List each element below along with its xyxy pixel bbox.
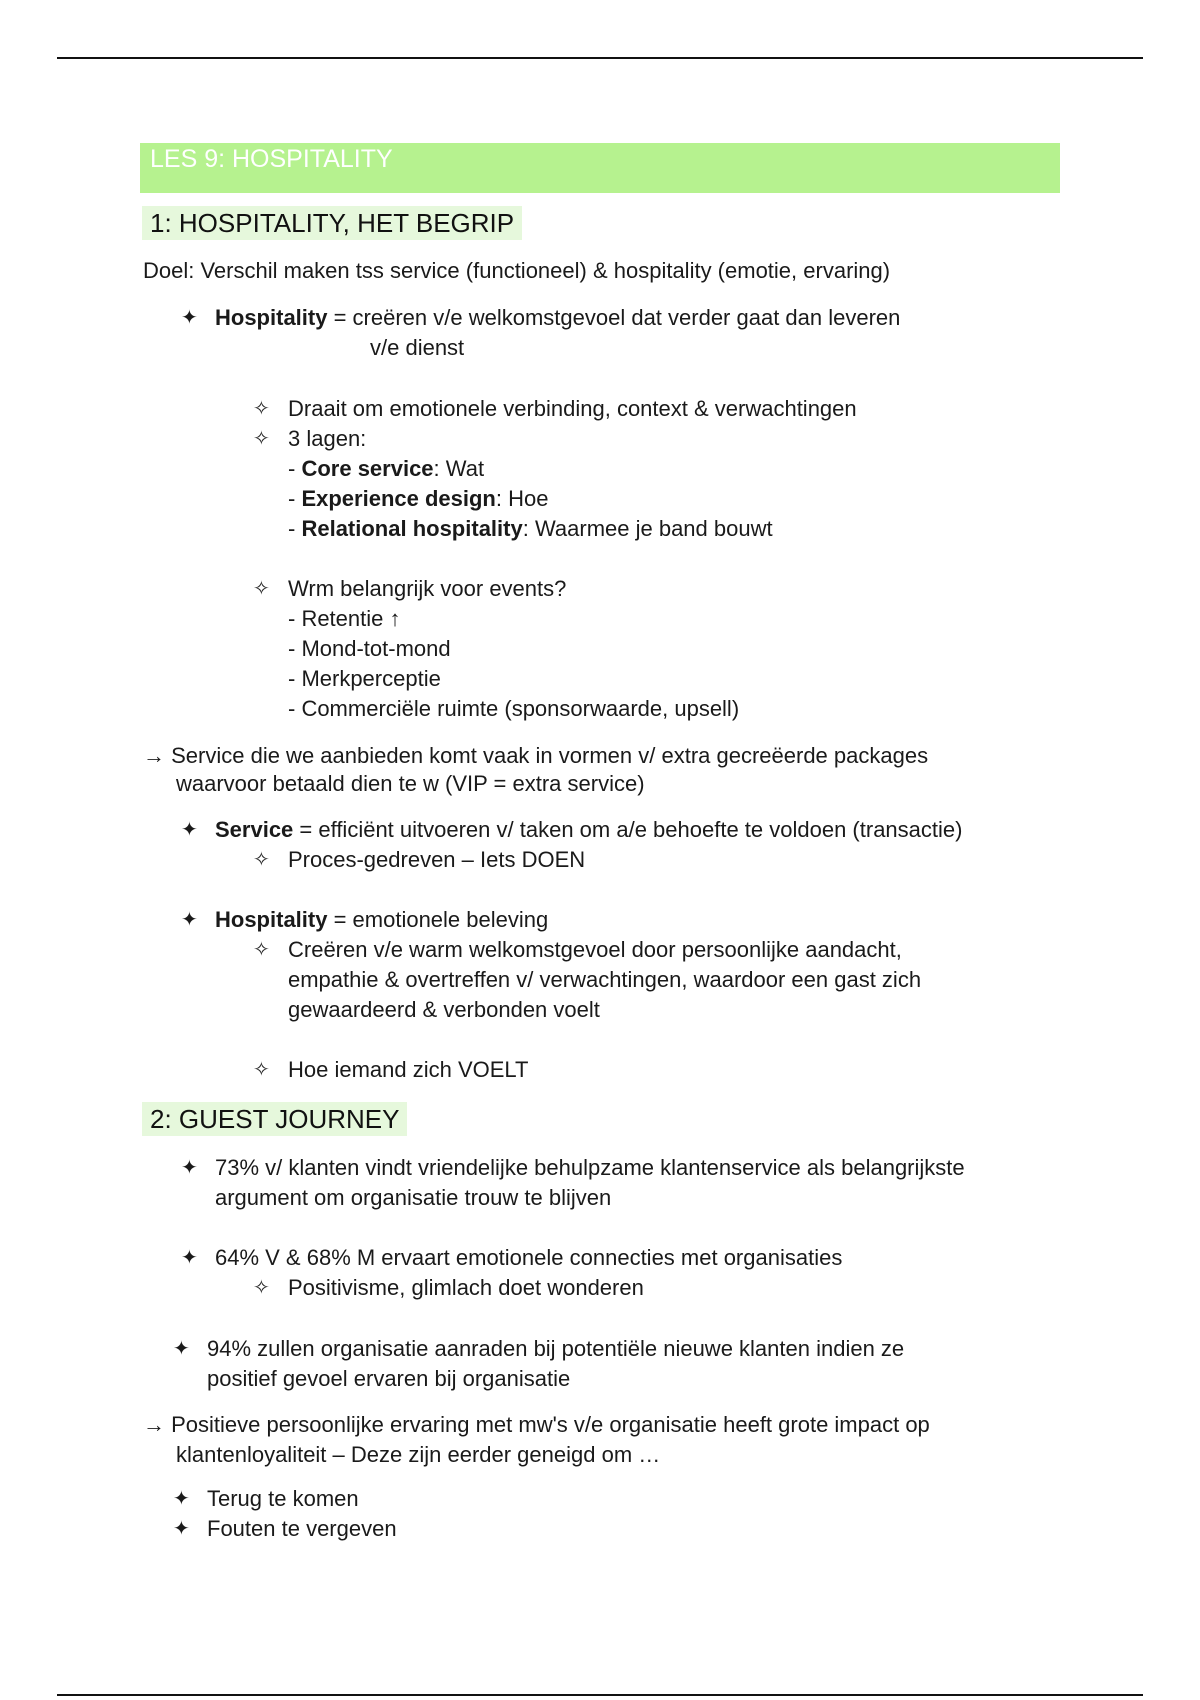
layer-item: - Experience design: Hoe bbox=[288, 486, 549, 511]
bullet-icon: ✦ bbox=[173, 1338, 190, 1360]
diamond-icon: ✧ bbox=[253, 428, 270, 450]
bullet-icon: ✦ bbox=[181, 1157, 198, 1179]
page-title: LES 9: HOSPITALITY bbox=[140, 143, 1060, 193]
sub-item: Hoe iemand zich VOELT bbox=[288, 1057, 529, 1082]
sub-item: 3 lagen: bbox=[288, 426, 367, 451]
hospitality-def-line2: v/e dienst bbox=[370, 335, 465, 360]
top-rule bbox=[57, 57, 1143, 59]
bottom-rule bbox=[57, 1694, 1143, 1696]
diamond-icon: ✧ bbox=[253, 939, 270, 961]
stat-item-line: argument om organisatie trouw te blijven bbox=[215, 1185, 612, 1210]
diamond-icon: ✧ bbox=[253, 398, 270, 420]
section-heading-1: 1: HOSPITALITY, HET BEGRIP bbox=[142, 206, 522, 240]
layer-item: - Core service: Wat bbox=[288, 456, 485, 481]
why-item: - Mond-tot-mond bbox=[288, 636, 451, 661]
bullet-icon: ✦ bbox=[181, 909, 198, 931]
diamond-icon: ✧ bbox=[253, 1059, 270, 1081]
bullet-icon: ✦ bbox=[173, 1488, 190, 1510]
sub-item-line: gewaardeerd & verbonden voelt bbox=[288, 997, 600, 1022]
arrow-note: → Positieve persoonlijke ervaring met mw's v/e organisatie heeft grote impact op bbox=[143, 1412, 930, 1437]
sub-item: Wrm belangrijk voor events? bbox=[288, 576, 567, 601]
sub-item: Draait om emotionele verbinding, context & verwachtingen bbox=[288, 396, 857, 421]
why-item: - Commerciële ruimte (sponsorwaarde, upsell) bbox=[288, 696, 740, 721]
arrow-note-line2: waarvoor betaald dien te w (VIP = extra service) bbox=[176, 771, 645, 796]
stat-item: 73% v/ klanten vindt vriendelijke behulpzame klantenservice als belangrijkste bbox=[215, 1155, 965, 1180]
diamond-icon: ✧ bbox=[253, 849, 270, 871]
stat-item: 94% zullen organisatie aanraden bij potentiële nieuwe klanten indien ze bbox=[207, 1336, 905, 1361]
hospitality-emotion: Hospitality = emotionele beleving bbox=[215, 907, 549, 932]
sub-item: Creëren v/e warm welkomstgevoel door persoonlijke aandacht, bbox=[288, 937, 902, 962]
diamond-icon: ✧ bbox=[253, 1277, 270, 1299]
service-definition: Service = efficiënt uitvoeren v/ taken om a/e behoefte te voldoen (transactie) bbox=[215, 817, 963, 842]
sub-item: Proces-gedreven – Iets DOEN bbox=[288, 847, 586, 872]
bullet-icon: ✦ bbox=[181, 1247, 198, 1269]
sub-item: Positivisme, glimlach doet wonderen bbox=[288, 1275, 644, 1300]
why-item: - Retentie ↑ bbox=[288, 606, 401, 631]
layer-item: - Relational hospitality: Waarmee je band bouwt bbox=[288, 516, 773, 541]
why-item: - Merkperceptie bbox=[288, 666, 441, 691]
section-heading-2: 2: GUEST JOURNEY bbox=[142, 1102, 407, 1136]
bullet-icon: ✦ bbox=[173, 1518, 190, 1540]
hospitality-definition bbox=[215, 303, 900, 333]
diamond-icon: ✧ bbox=[253, 578, 270, 600]
hospitality-def-text: = creëren v/e welkomstgevoel dat verder gaat dan leveren bbox=[327, 305, 901, 330]
list-item: Terug te komen bbox=[207, 1486, 359, 1511]
arrow-note-line2: klantenloyaliteit – Deze zijn eerder geneigd om … bbox=[176, 1442, 661, 1467]
stat-item-line: positief gevoel ervaren bij organisatie bbox=[207, 1366, 571, 1391]
hospitality-term: Hospitality bbox=[215, 305, 328, 330]
arrow-note: → Service die we aanbieden komt vaak in vormen v/ extra gecreëerde packages bbox=[143, 743, 929, 768]
bullet-icon: ✦ bbox=[181, 307, 198, 329]
bullet-icon: ✦ bbox=[181, 819, 198, 841]
stat-item: 64% V & 68% M ervaart emotionele connecties met organisaties bbox=[215, 1245, 843, 1270]
list-item: Fouten te vergeven bbox=[207, 1516, 397, 1541]
goal-text: Doel: Verschil maken tss service (functioneel) & hospitality (emotie, ervaring) bbox=[143, 258, 891, 283]
sub-item-line: empathie & overtreffen v/ verwachtingen, waardoor een gast zich bbox=[288, 967, 922, 992]
